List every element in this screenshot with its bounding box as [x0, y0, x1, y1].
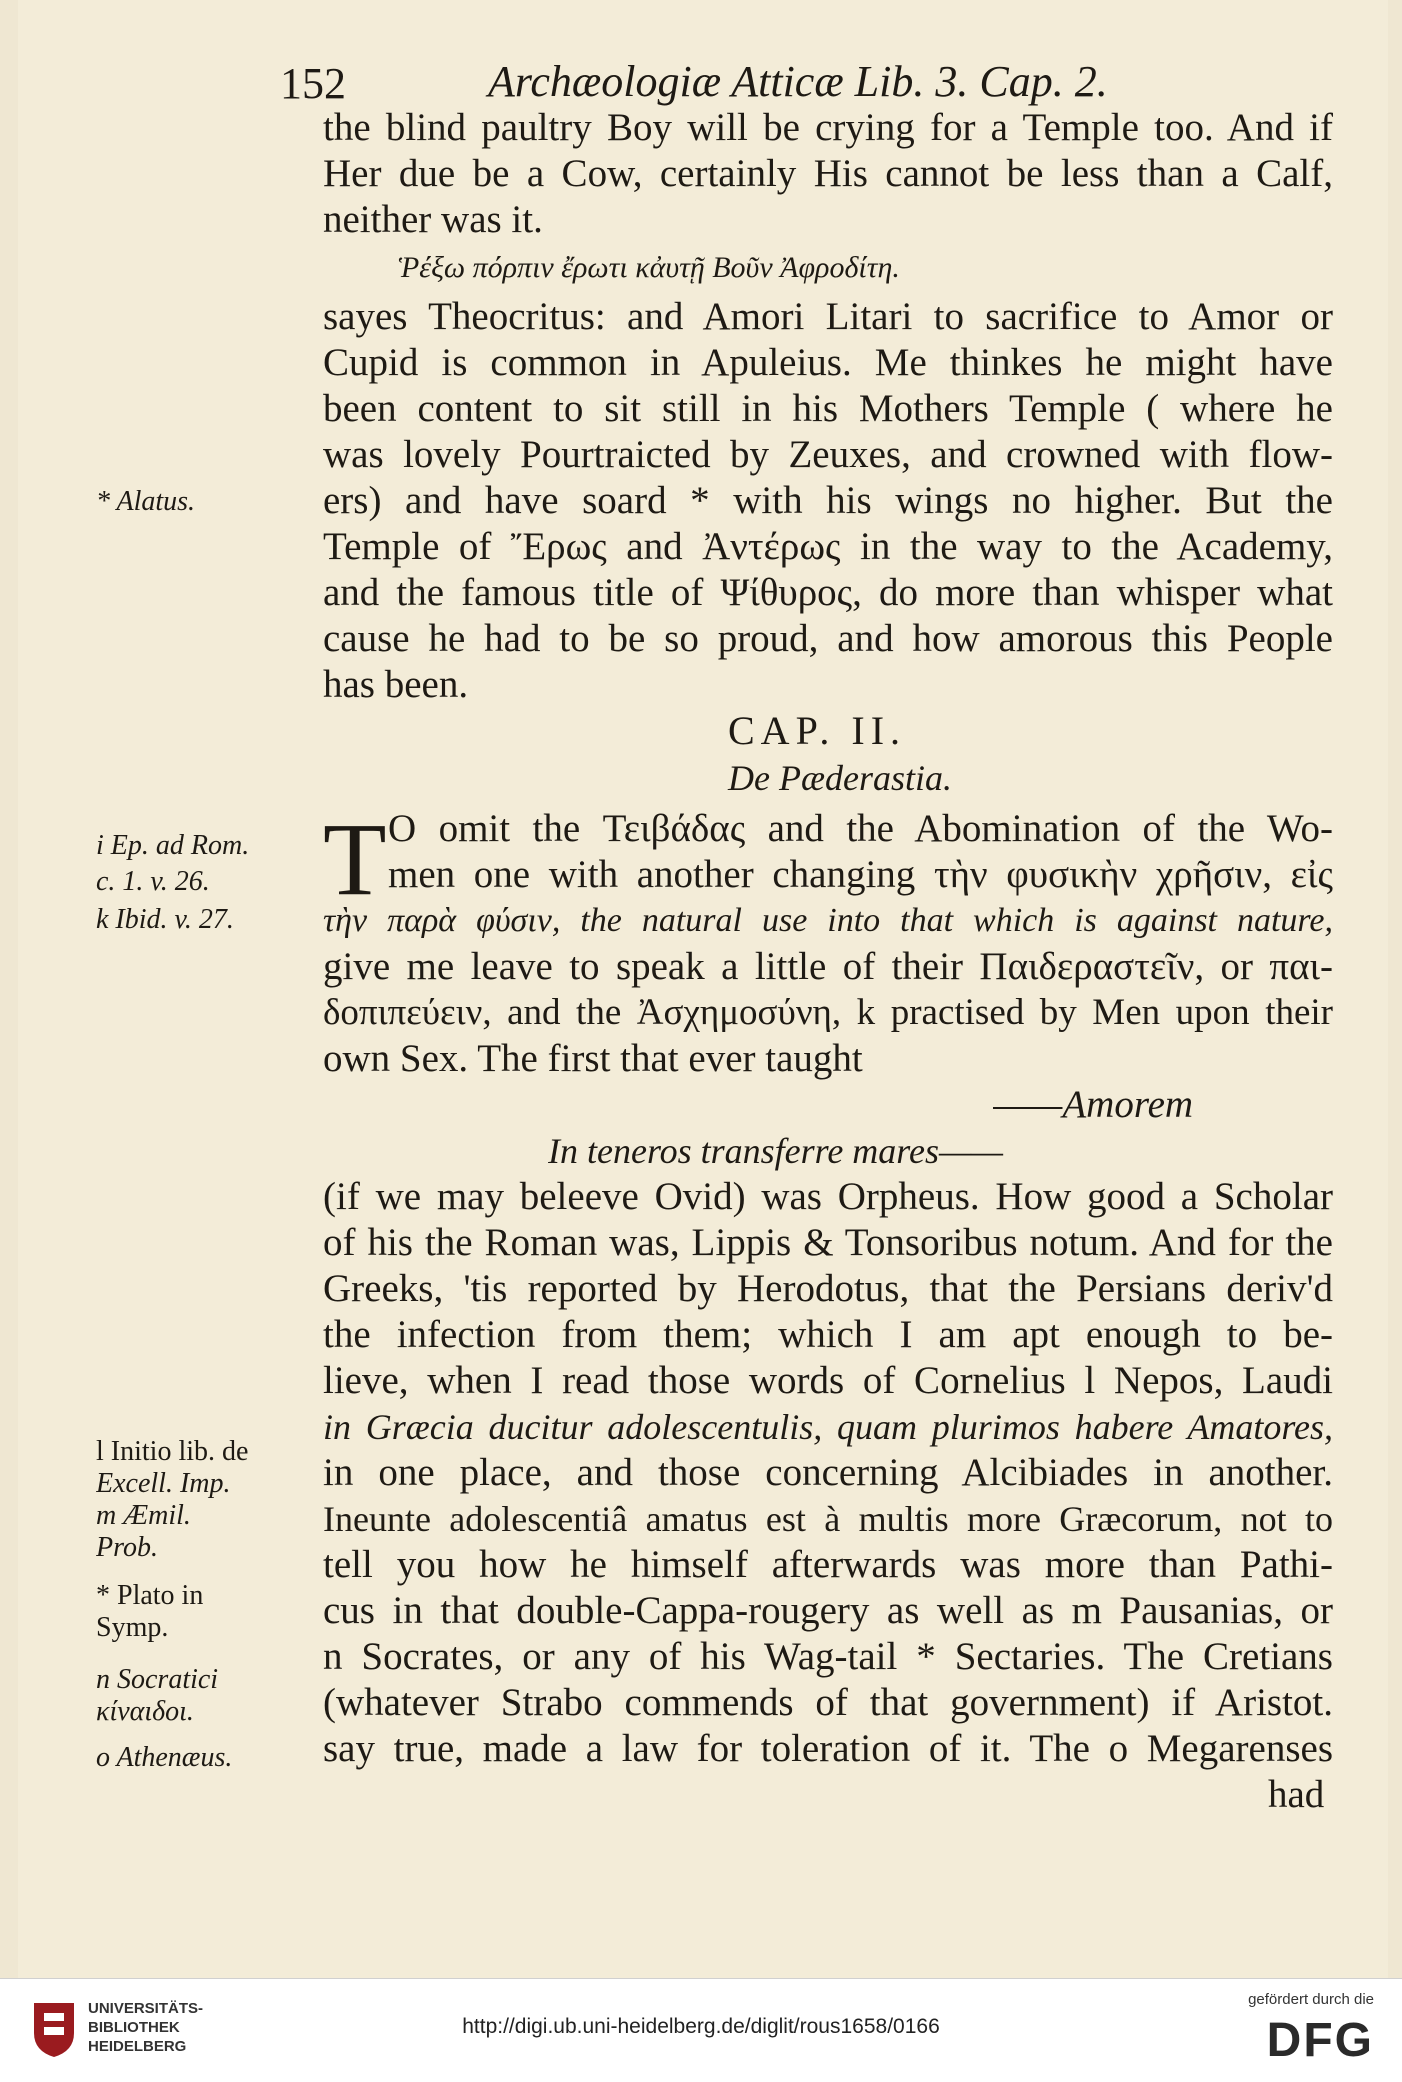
text-line: sayes Theocritus: and Amori Litari to sacrifice to Amor or	[323, 295, 1333, 338]
text-line: cause he had to be so proud, and how amorous this People	[323, 617, 1333, 660]
text-line: Greeks, 'tis reported by Herodotus, that the Persians deriv'd	[323, 1267, 1333, 1310]
margin-note: i Ep. ad Rom.	[96, 830, 250, 861]
quote-line: ——Amorem	[993, 1083, 1194, 1126]
margin-note: Excell. Imp.	[96, 1468, 231, 1499]
text-line: δοπιπεύειν, and the Ἀσχημοσύνη, k practised by Men upon their	[323, 992, 1333, 1033]
text-line: of his the Roman was, Lippis & Tonsoribus notum. And for the	[323, 1221, 1333, 1264]
text-line: tell you how he himself afterwards was more than Pathi-	[323, 1543, 1333, 1586]
margin-note: n Socratici	[96, 1664, 219, 1695]
text-line: Cupid is common in Apuleius. Me thinkes he might have	[323, 341, 1333, 384]
chapter-heading: CAP. II.	[728, 708, 907, 753]
text-line: the blind paultry Boy will be crying for a Temple too. And if	[323, 106, 1333, 149]
text-line: τὴν παρὰ φύσιν, the natural use into that which is against nature,	[323, 902, 1333, 939]
quote-line: In teneros transferre mares——	[548, 1131, 1003, 1171]
viewer-footer	[0, 1978, 1402, 2082]
greek-verse: Ῥέξω πόρπιν ἔρωτι κἀυτῇ Βοῦν Ἀφροδίτη.	[398, 251, 900, 284]
margin-note: m Æmil.	[96, 1500, 191, 1531]
text-line: give me leave to speak a little of their Παιδεραστεῖν, or παι-	[323, 945, 1333, 988]
text-line: and the famous title of Ψίθυρος, do more than whisper what	[323, 571, 1333, 614]
catchword: had	[1268, 1773, 1325, 1816]
funded-by-label: gefördert durch die	[1248, 1991, 1374, 2008]
drop-cap: T	[323, 802, 387, 917]
text-line: say true, made a law for toleration of it. The o Megarenses	[323, 1727, 1333, 1770]
text-line: in Græcia ducitur adolescentulis, quam plurimos habere Amatores,	[323, 1407, 1333, 1447]
text-line: neither was it.	[323, 198, 543, 241]
margin-note: c. 1. v. 26.	[96, 866, 210, 897]
text-line: was lovely Pourtraicted by Zeuxes, and crowned with flow-	[323, 433, 1333, 476]
text-line: the infection from them; which I am apt enough to be-	[323, 1313, 1333, 1356]
margin-note: κίναιδοι.	[96, 1696, 194, 1727]
running-title: Archæologiæ Atticæ Lib. 3. Cap. 2.	[488, 57, 1108, 106]
text-line: men one with another changing τὴν φυσικὴν χρῆσιν, εἰς	[388, 853, 1333, 896]
margin-note: Prob.	[96, 1532, 158, 1563]
text-line: in one place, and those concerning Alcibiades in another.	[323, 1451, 1333, 1494]
source-url-link[interactable]: http://digi.ub.uni-heidelberg.de/diglit/rous1658/0166	[462, 2015, 940, 2038]
text-line: own Sex. The first that ever taught	[323, 1037, 863, 1080]
margin-note: Symp.	[96, 1612, 169, 1643]
chapter-subtitle: De Pæderastia.	[728, 758, 952, 798]
margin-note: k Ibid. v. 27.	[96, 904, 234, 935]
margin-note: o Athenæus.	[96, 1742, 233, 1773]
text-line: Temple of Ἔρως and Ἀντέρως in the way to the Academy,	[323, 525, 1333, 568]
margin-note: * Alatus.	[96, 486, 196, 517]
text-line: ers) and have soard * with his wings no higher. But the	[323, 479, 1333, 522]
page-number: 152	[280, 59, 346, 108]
margin-note: * Plato in	[96, 1580, 204, 1611]
book-page	[18, 0, 1388, 1978]
text-line: n Socrates, or any of his Wag-tail * Sectaries. The Cretians	[323, 1635, 1333, 1678]
text-line: has been.	[323, 663, 469, 706]
text-line: Her due be a Cow, certainly His cannot be less than a Calf,	[323, 152, 1333, 195]
text-line: cus in that double-Cappa-rougery as well as m Pausanias, or	[323, 1589, 1333, 1632]
text-line: been content to sit still in his Mothers Temple ( where he	[323, 387, 1333, 430]
text-line: O omit the Τειβάδας and the Abomination of the Wo-	[388, 807, 1333, 850]
text-line: Ineunte adolescentiâ amatus est à multis more Græcorum, not to	[323, 1499, 1333, 1539]
text-line: (whatever Strabo commends of that government) if Aristot.	[323, 1681, 1333, 1724]
text-line: lieve, when I read those words of Cornelius l Nepos, Laudi	[323, 1359, 1333, 1402]
margin-note: l Initio lib. de	[96, 1436, 249, 1467]
dfg-logo: DFG	[1266, 2014, 1374, 2067]
text-line: (if we may beleeve Ovid) was Orpheus. How good a Scholar	[323, 1175, 1333, 1218]
institution-name: UNIVERSITÄTS- BIBLIOTHEK HEIDELBERG	[88, 2000, 204, 2055]
